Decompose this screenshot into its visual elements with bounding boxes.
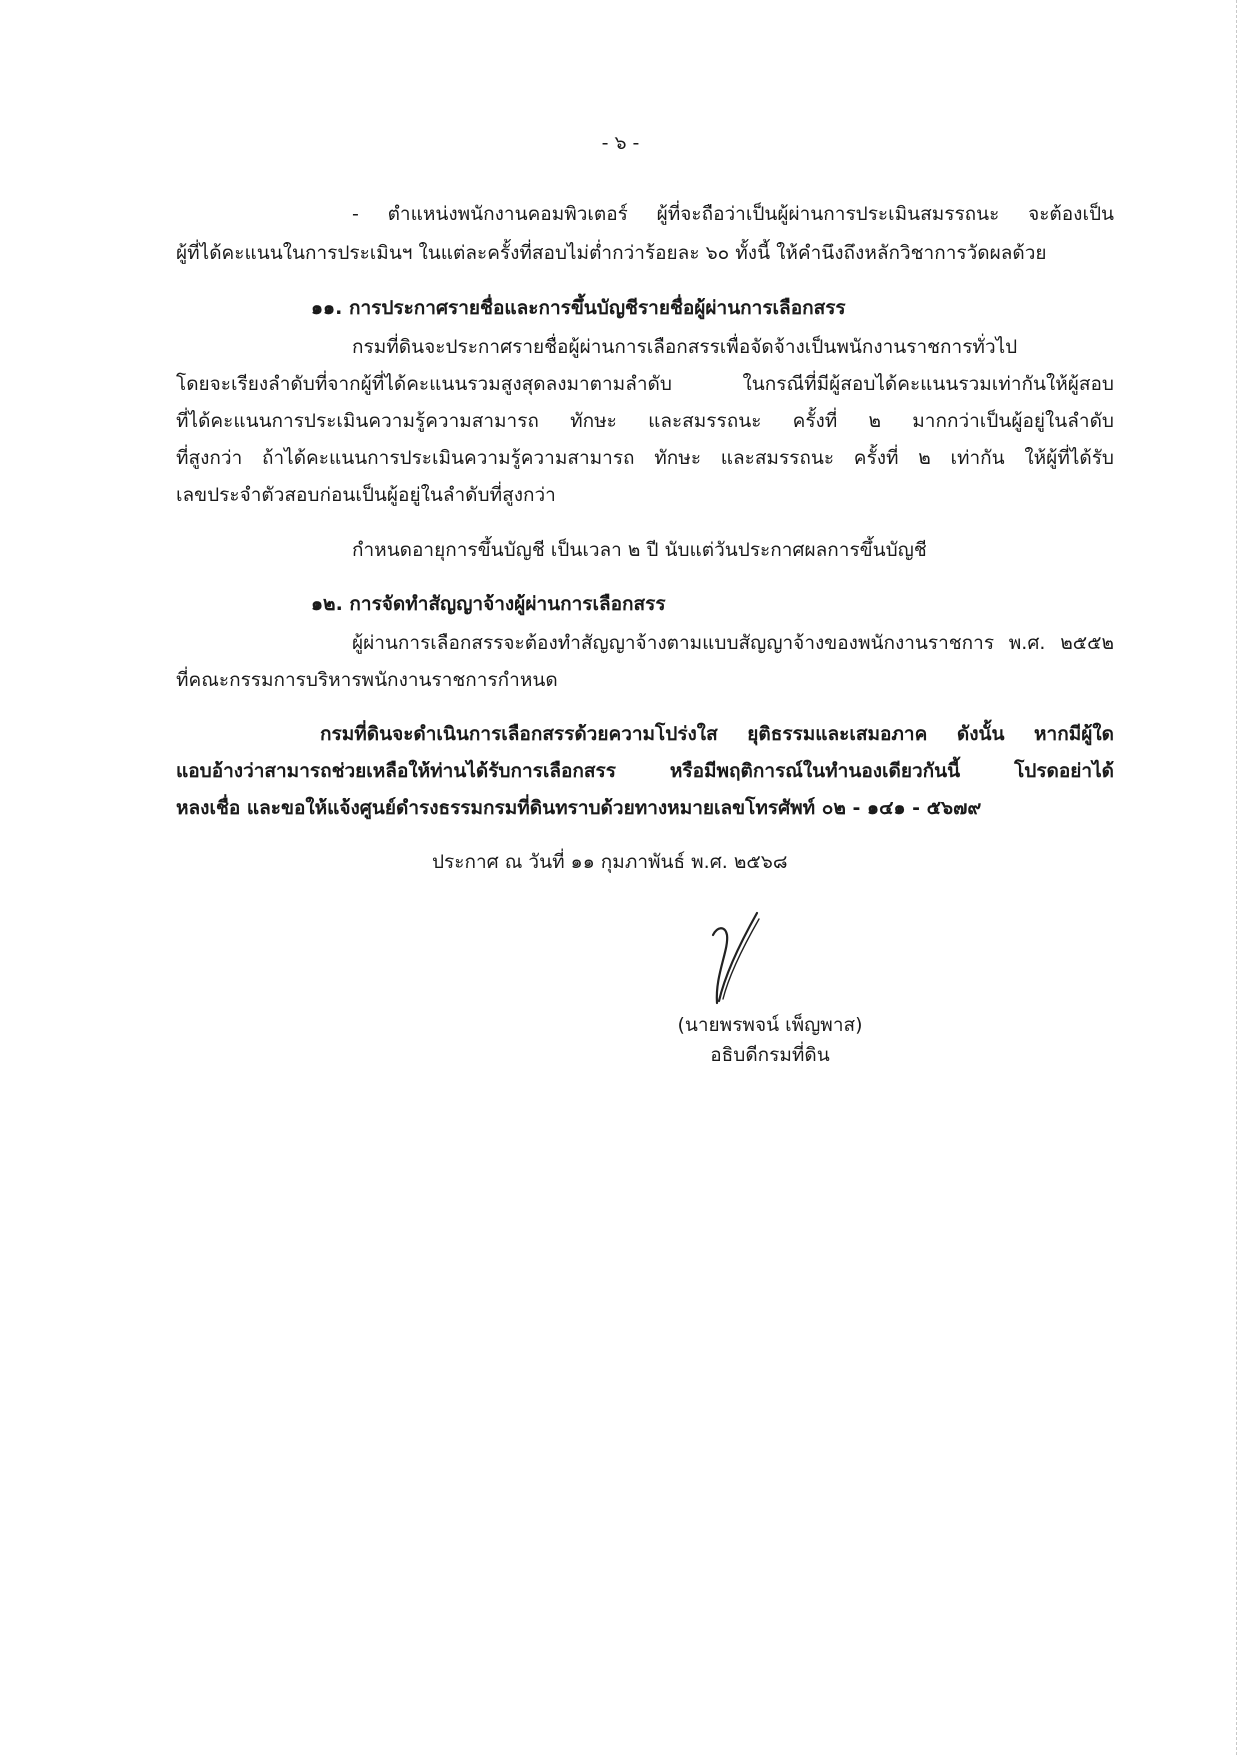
signatory-title: อธิบดีกรมที่ดิน [710, 1044, 830, 1066]
section-12-heading: ๑๒. การจัดทำสัญญาจ้างผู้ผ่านการเลือกสรร [311, 593, 666, 615]
section-11-line-1: กรมที่ดินจะประกาศรายชื่อผู้ผ่านการเลือกสรรเพื่อจัดจ้างเป็นพนักงานราชการทั่วไป [352, 336, 1018, 358]
intro-line-1: - ตำแหน่งพนักงานคอมพิวเตอร์ ผู้ที่จะถือว่าเป็นผู้ผ่านการประเมินสมรรถนะ จะต้องเป็น [352, 203, 1114, 225]
page-number: - ๖ - [601, 132, 640, 154]
notice-line-2: แอบอ้างว่าสามารถช่วยเหลือให้ท่านได้รับการเลือกสรร หรือมีพฤติการณ์ในทำนองเดียวกันนี้ โปรดอย่าได้ [176, 760, 1114, 782]
signature-block [620, 1010, 920, 1070]
notice-line-1: กรมที่ดินจะดำเนินการเลือกสรรด้วยความโปร่งใส ยุติธรรมและเสมอภาค ดังนั้น หากมีผู้ใด [320, 723, 1114, 745]
signature-mark [695, 905, 765, 1010]
notice-line-3: หลงเชื่อ และขอให้แจ้งศูนย์ดำรงธรรมกรมที่ดินทราบด้วยทางหมายเลขโทรศัพท์ ๐๒ - ๑๔๑ - ๕๖๗๙ [176, 797, 982, 819]
intro-line-2: ผู้ที่ได้คะแนนในการประเมินฯ ในแต่ละครั้งที่สอบไม่ต่ำกว่าร้อยละ ๖๐ ทั้งนี้ ให้คำนึงถึงหลักวิชาการวัดผลด้วย [176, 242, 1047, 264]
section-11-line-3: ที่ได้คะแนนการประเมินความรู้ความสามารถ ทักษะ และสมรรถนะ ครั้งที่ ๒ มากกว่าเป็นผู้อยู่ในลำดับ [176, 410, 1114, 432]
section-11-line-5: เลขประจำตัวสอบก่อนเป็นผู้อยู่ในลำดับที่สูงกว่า [176, 484, 556, 506]
section-12-line-1: ผู้ผ่านการเลือกสรรจะต้องทำสัญญาจ้างตามแบบสัญญาจ้างของพนักงานราชการ พ.ศ. ๒๕๕๒ [352, 632, 1114, 654]
section-12-line-2: ที่คณะกรรมการบริหารพนักงานราชการกำหนด [176, 669, 558, 691]
section-11-line-4: ที่สูงกว่า ถ้าได้คะแนนการประเมินความรู้ความสามารถ ทักษะ และสมรรถนะ ครั้งที่ ๒ เท่ากัน ให้ผู้ที่ได้รับ [176, 447, 1114, 469]
scan-edge [1236, 0, 1241, 1755]
section-11-line-2: โดยจะเรียงลำดับที่จากผู้ที่ได้คะแนนรวมสูงสุดลงมาตามลำดับ ในกรณีที่มีผู้สอบได้คะแนนรวมเท่ากันให้ผู้สอบ [176, 373, 1114, 395]
section-11-heading: ๑๑. การประกาศรายชื่อและการขึ้นบัญชีรายชื่อผู้ผ่านการเลือกสรร [311, 297, 846, 319]
section-11-validity: กำหนดอายุการขึ้นบัญชี เป็นเวลา ๒ ปี นับแต่วันประกาศผลการขึ้นบัญชี [352, 539, 927, 561]
announcement-date: ประกาศ ณ วันที่ ๑๑ กุมภาพันธ์ พ.ศ. ๒๕๖๘ [432, 851, 788, 873]
signatory-name: (นายพรพจน์ เพ็ญพาส) [677, 1014, 863, 1036]
